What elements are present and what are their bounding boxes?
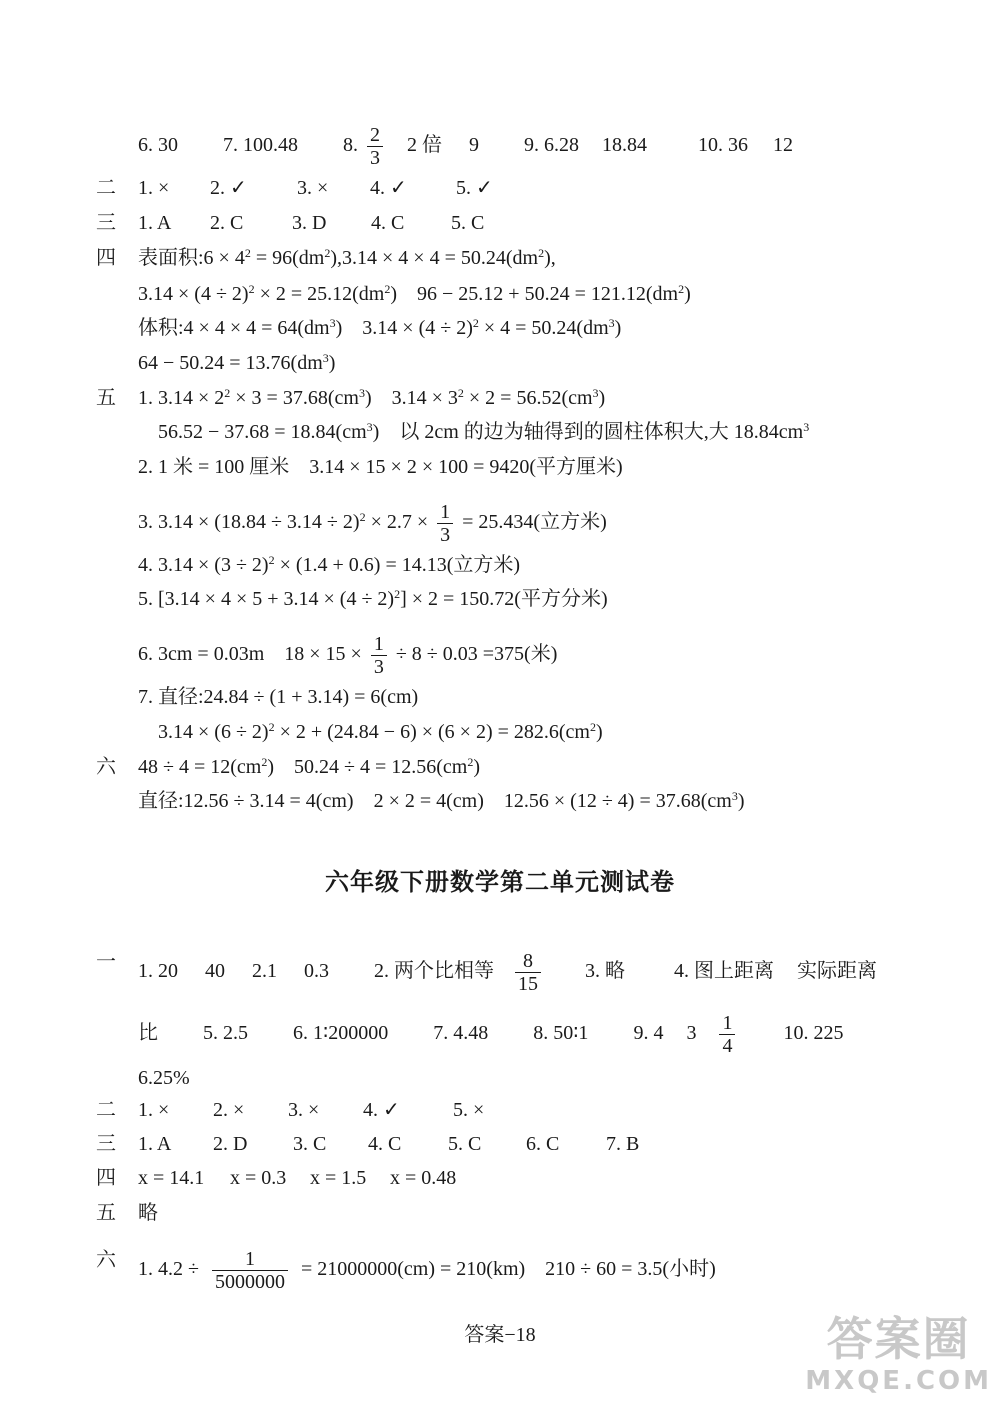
answer-item: 5. ✓ [456,177,493,199]
page-number: 答案−18 [464,1324,536,1346]
answer-item: 12 [773,134,793,157]
fraction: $\frac{2}{3}$ [367,124,383,169]
volume-line-2: $64 - 50.24 = 13.76(dm^3)$ [138,351,336,374]
answer-item: 2. ✓ [210,177,247,199]
problem-7-line: 7. 直径:24.84 ÷ (1 + 3.14) = 6(cm) [138,686,419,708]
fraction: $\frac{8}{15}$ [515,950,541,995]
answer-item: 9. 6.28 [524,134,579,157]
answer-row-choice [138,211,484,235]
answer-item: x = 0.3 [230,1167,287,1189]
answer-item: 4. C [368,1133,402,1155]
fraction: $\frac{1}{3}$ [371,633,387,678]
section-label: 五 [96,387,116,409]
answer-row-choice [138,1132,639,1156]
problem-7-line-2: $3.14 \times (6 \div 2)^2 \times 2 + (24.84 - 6) \times (6 \times 2) = 282.6(cm^2)$ [158,720,603,743]
section-label: 三 [96,1133,116,1155]
section-label: 二 [96,1099,116,1121]
answer-item: 3. × [288,1099,320,1121]
fraction: $\frac{1}{4}$ [719,1012,735,1057]
answer-item: 7. 100.48 [223,134,298,157]
answer-row-1 [138,124,793,169]
section-label: 六 [96,756,116,778]
answer-item: 5. × [453,1099,485,1121]
answer-item: 6. 30 [138,134,178,157]
answer-item: 7. B [606,1133,640,1155]
part-6-line-2: 直径:12.56 ÷ 3.14 = 4(cm) 2 × 2 = 4(cm) $12.56 \times (12 \div 4) = 37.68(cm^3)$ [138,789,745,812]
fraction: $\frac{1}{3}$ [437,501,453,546]
surface-area-line-2: $3.14 \times (4 \div 2)^2 \times 2 = 25.12(dm^2)$ $96 - 25.12 + 50.24 = 121.12(dm^2)$ [138,282,691,305]
section-label: 五 [96,1202,116,1224]
problem-1-line: 1. $3.14 \times 2^2 \times 3 = 37.68(cm^3)$ $3.14 \times 3^2 \times 2 = 56.52(cm^3)$ [138,386,606,409]
answer-item: 1. A [138,1133,172,1155]
section-title: 六年级下册数学第二单元测试卷 [325,868,675,896]
section-label: 二 [96,177,116,199]
part-6-line: 1. 4.2 ÷ $\frac{1}{5000000}$ = 21000000(cm) = 210(km) 210 ÷ 60 = 3.5(小时) [138,1248,716,1293]
answer-item: 1. A [138,212,172,234]
problem-6-line: 6. 3cm = 0.03m 18 × 15 × $\frac{1}{3}$ ÷ 8 ÷ 0.03 =375(米) [138,633,558,678]
answer-item: 4. C [371,212,405,234]
problem-3-line: 3. $3.14 \times (18.84 \div 3.14 \div 2)^2 \times 2.7$ × $\frac{1}{3}$ = 25.434(立方米) [138,501,607,546]
section-label: 四 [96,247,116,269]
part-6-line: $48 \div 4 = 12(cm^2)$ $50.24 \div 4 = 12.56(cm^2)$ [138,755,481,778]
answer-item: 1. × [138,1099,170,1121]
fraction: $\frac{1}{5000000}$ [212,1248,288,1293]
answer-row-judge [138,1098,484,1122]
answer-item: 4. ✓ [363,1099,400,1121]
problem-1-line-2: $56.52 - 37.68 = 18.84(cm^3)$ 以 2cm 的边为轴得到的圆柱体积大,大 $18.84cm^3$ [158,420,810,443]
answer-item: 3. C [293,1133,327,1155]
surface-area-line: 表面积:6 × $4^2 = 96(dm^2),3.14 \times 4 \times 4 = 50.24(dm^2)$, [138,246,556,269]
answer-item: 8. [343,134,358,157]
answer-item: x = 0.48 [390,1167,457,1189]
part-5-answer: 略 [138,1202,158,1224]
section-label: 三 [96,212,116,234]
fill-blank-row-1: 1. 20 40 2.1 0.3 2. 两个比相等 $\frac{8}{15}$ 3. 略 4. 图上距离 实际距离 [138,950,877,995]
fill-blank-row-2: 比 5. 2.5 6. 1∶200000 7. 4.48 8. 50∶1 9. 4 3 $\frac{1}{4}$ 10. 225 [138,1012,844,1057]
answer-item: 10. 36 [698,134,748,157]
answer-item: 5. C [448,1133,482,1155]
answer-row-judge [138,176,493,200]
answer-item: 2 倍 [407,134,442,157]
volume-line: 体积:4 × $4 \times 4 = 64(dm^3)$ $3.14 \times (4 \div 2)^2 \times 4 = 50.24(dm^3)$ [138,316,622,339]
answer-item: 3. × [297,177,329,199]
section-label: 四 [96,1167,116,1189]
answer-item: 18.84 [602,134,647,157]
section-label: 六 [96,1249,116,1271]
answer-item: 6. C [526,1133,560,1155]
problem-4-line: 4. $3.14 \times (3 \div 2)^2 \times (1.4 + 0.6) = 14.13$(立方米) [138,553,521,576]
answer-item: 9 [469,134,479,157]
answer-item: x = 1.5 [310,1167,367,1189]
fill-blank-row-3: 6.25% [138,1067,190,1089]
equation-answers [138,1166,456,1190]
answer-item: 1. × [138,177,170,199]
problem-5-line: 5. $[3.14 \times 4 \times 5 + 3.14 \times (4 \div 2)^2] \times 2 = 150.72$(平方分米) [138,587,608,610]
answer-item: x = 14.1 [138,1167,205,1189]
section-label: 一 [96,951,116,973]
problem-2-line: 2. 1 米 = 100 厘米 3.14 × 15 × 2 × 100 = 9420(平方厘米) [138,456,623,478]
answer-item: 3. D [292,212,327,234]
answer-item: 5. C [451,212,485,234]
answer-item: 2. C [210,212,244,234]
watermark-logo: 答案圈 MXQE.COM [805,1312,992,1396]
answer-item: 2. D [213,1133,248,1155]
answer-item: 2. × [213,1099,245,1121]
answer-item: 4. ✓ [370,177,407,199]
